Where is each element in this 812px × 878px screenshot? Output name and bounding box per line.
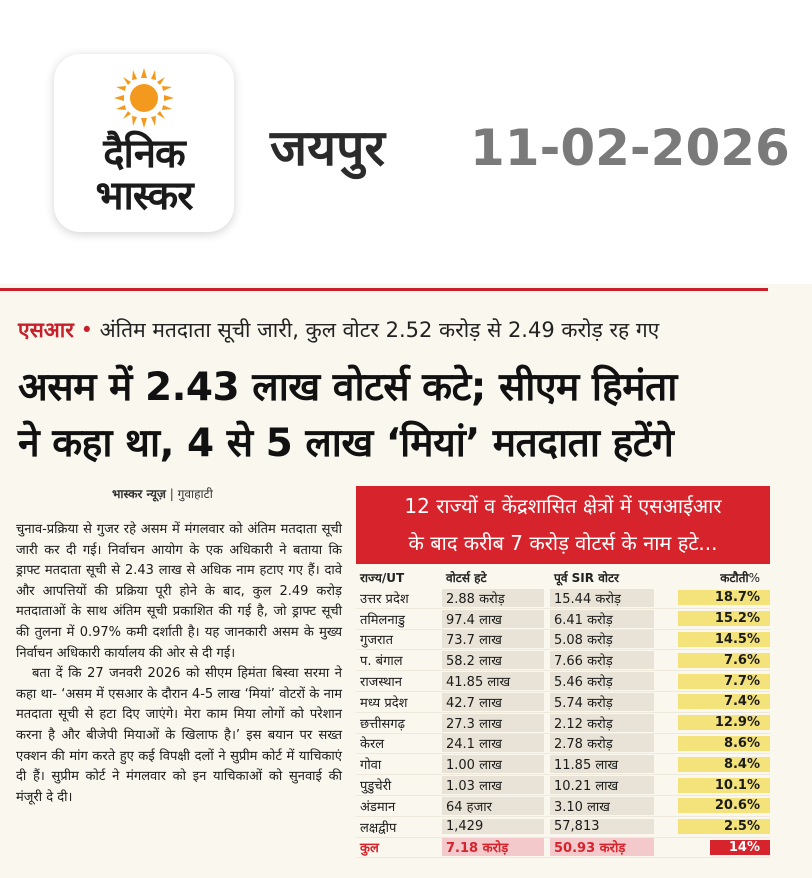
table-row <box>356 650 770 671</box>
table-row <box>356 796 770 817</box>
cell-cut: 64 हजार <box>442 797 544 815</box>
edition-date: 11-02-2026 <box>470 119 790 177</box>
table-row <box>356 588 770 609</box>
sun-icon <box>114 68 174 128</box>
cell-state: प. बंगाल <box>360 654 403 670</box>
cell-total: 57,813 <box>550 819 654 834</box>
table-total-row <box>356 838 770 859</box>
cell-pct: 10.1% <box>654 778 770 793</box>
cell-pct: 2.5% <box>654 819 770 834</box>
cell-pct: 7.6% <box>654 653 770 668</box>
cell-total: 6.41 करोड़ <box>550 610 654 628</box>
cell-state: लक्षद्वीप <box>360 820 397 836</box>
cell-cut: 42.7 लाख <box>442 693 544 711</box>
cell-cut: 1.00 लाख <box>442 755 544 773</box>
total-pct: 14% <box>654 840 770 855</box>
kicker <box>18 312 659 348</box>
table-row <box>356 775 770 796</box>
top-rule <box>0 288 768 291</box>
byline-place: गुवाहाटी <box>177 487 213 501</box>
table-row <box>356 692 770 713</box>
cell-state: तमिलनाडु <box>360 612 405 628</box>
cell-total: 5.08 करोड़ <box>550 630 654 648</box>
table-row <box>356 817 770 838</box>
cell-state: गोवा <box>360 758 382 774</box>
kicker-bullet: • <box>80 318 93 342</box>
headline-line1: असम में 2.43 लाख वोटर्स कटे; सीएम हिमंता <box>18 365 677 410</box>
header-state: राज्य/UT <box>360 570 405 585</box>
cell-pct: 18.7% <box>654 590 770 605</box>
table-banner <box>356 486 770 564</box>
cell-pct: 7.7% <box>654 674 770 689</box>
cell-cut: 1.03 लाख <box>442 776 544 794</box>
cell-pct: 12.9% <box>654 715 770 730</box>
cell-state: पुडुचेरी <box>360 779 392 795</box>
cell-state: केरल <box>360 737 385 753</box>
cell-state: अंडमान <box>360 799 396 815</box>
byline-source: भास्कर न्यूज़ <box>112 487 166 501</box>
table-row <box>356 630 770 651</box>
header-cut: वोटर्स हटे <box>446 570 487 585</box>
app-logo[interactable] <box>54 54 234 232</box>
table-row <box>356 671 770 692</box>
cell-pct: 7.4% <box>654 694 770 709</box>
cell-cut: 24.1 लाख <box>442 734 544 752</box>
kicker-tag: एसआर <box>18 318 74 342</box>
table-row <box>356 754 770 775</box>
byline <box>112 486 213 502</box>
cell-total: 15.44 करोड़ <box>550 589 654 607</box>
voter-cut-table <box>356 566 770 858</box>
cell-pct: 15.2% <box>654 611 770 626</box>
cell-cut: 73.7 लाख <box>442 630 544 648</box>
cell-total: 10.21 लाख <box>550 776 654 794</box>
cell-cut: 27.3 लाख <box>442 714 544 732</box>
edition-city: जयपुर <box>270 119 385 177</box>
headline <box>18 360 778 472</box>
header-total: पूर्व SIR वोटर <box>554 570 619 585</box>
cell-total: 7.66 करोड़ <box>550 651 654 669</box>
cell-pct: 8.4% <box>654 757 770 772</box>
cell-pct: 8.6% <box>654 736 770 751</box>
byline-separator: | <box>169 487 174 501</box>
article-body <box>16 520 342 808</box>
brand-name-line2: भास्कर <box>95 173 193 219</box>
cell-total: 3.10 लाख <box>550 797 654 815</box>
header-pct-unit: % <box>748 570 760 585</box>
cell-state: छत्तीसगढ़ <box>360 716 405 732</box>
cell-state: मध्य प्रदेश <box>360 695 408 711</box>
cell-state: उत्तर प्रदेश <box>360 591 409 607</box>
header-pct <box>654 569 770 586</box>
kicker-text: अंतिम मतदाता सूची जारी, कुल वोटर 2.52 करोड़ से 2.49 करोड़ रह गए <box>99 318 660 342</box>
total-total: 50.93 करोड़ <box>550 838 654 856</box>
cell-total: 2.78 करोड़ <box>550 734 654 752</box>
table-row <box>356 734 770 755</box>
cell-total: 11.85 लाख <box>550 755 654 773</box>
cell-cut: 58.2 लाख <box>442 651 544 669</box>
cell-total: 5.46 करोड़ <box>550 672 654 690</box>
total-cut: 7.18 करोड़ <box>442 838 544 856</box>
cell-cut: 41.85 लाख <box>442 672 544 690</box>
cell-cut: 97.4 लाख <box>442 610 544 628</box>
cell-cut: 2.88 करोड़ <box>442 589 544 607</box>
cell-total: 5.74 करोड़ <box>550 693 654 711</box>
banner-line2: के बाद करीब 7 करोड़ वोटर्स के नाम हटे... <box>408 531 718 555</box>
table-row <box>356 713 770 734</box>
headline-line2: ने कहा था, 4 से 5 लाख ‘मियां’ मतदाता हटेंगे <box>18 421 674 466</box>
cell-pct: 14.5% <box>654 632 770 647</box>
brand-name-line1: दैनिक <box>103 131 185 177</box>
total-state: कुल <box>360 841 379 857</box>
cell-state: राजस्थान <box>360 675 403 691</box>
cell-pct: 20.6% <box>654 798 770 813</box>
header-pct-label: कटौती <box>720 570 749 585</box>
table-row <box>356 609 770 630</box>
banner-line1: 12 राज्यों व केंद्रशासित क्षेत्रों में एसआईआर <box>404 494 722 518</box>
cell-cut: 1,429 <box>442 819 544 834</box>
article-paragraph-1: चुनाव-प्रक्रिया से गुजर रहे असम में मंगलवार को अंतिम मतदाता सूची जारी कर दी गई। निर्वाचन आयोग के एक अधिकारी ने बताया कि ड्राफ्ट मतदाता सूची से 2.43 लाख से अधिक नाम हटाए गए हैं। दावे और आपत्तियों की प्रक्रिया पूरी होने के बाद, कुल 2.49 करोड़ मतदाताओं के साथ अंतिम सूची प्रकाशित की गई है, जो ड्राफ्ट सूची की तुलना में 0.97% कमी दर्शाती है। यह जानकारी असम के मुख्य निर्वाचन अधिकारी कार्यालय की ओर से दी गई। <box>16 522 342 661</box>
table-header <box>356 566 770 588</box>
cell-state: गुजरात <box>360 633 394 649</box>
article-paragraph-2: बता दें कि 27 जनवरी 2026 को सीएम हिमंता बिस्वा सरमा ने कहा था- ‘असम में एसआर के दौरान 4-5 लाख ‘मियां’ वोटरों के नाम मतदाता सूची से हटा दिए जाएंगे। मेरा काम मिया लोगों को परेशान करना है और बीजेपी मियाओं के खिलाफ है।’ इस बयान पर सख्त एक्शन की मांग करते हुए कई विपक्षी दलों ने सुप्रीम कोर्ट में याचिकाएं दी हैं। सुप्रीम कोर्ट ने मंगलवार को इन याचिकाओं को सुनवाई की मंजूरी दे दी। <box>16 666 342 805</box>
cell-total: 2.12 करोड़ <box>550 714 654 732</box>
